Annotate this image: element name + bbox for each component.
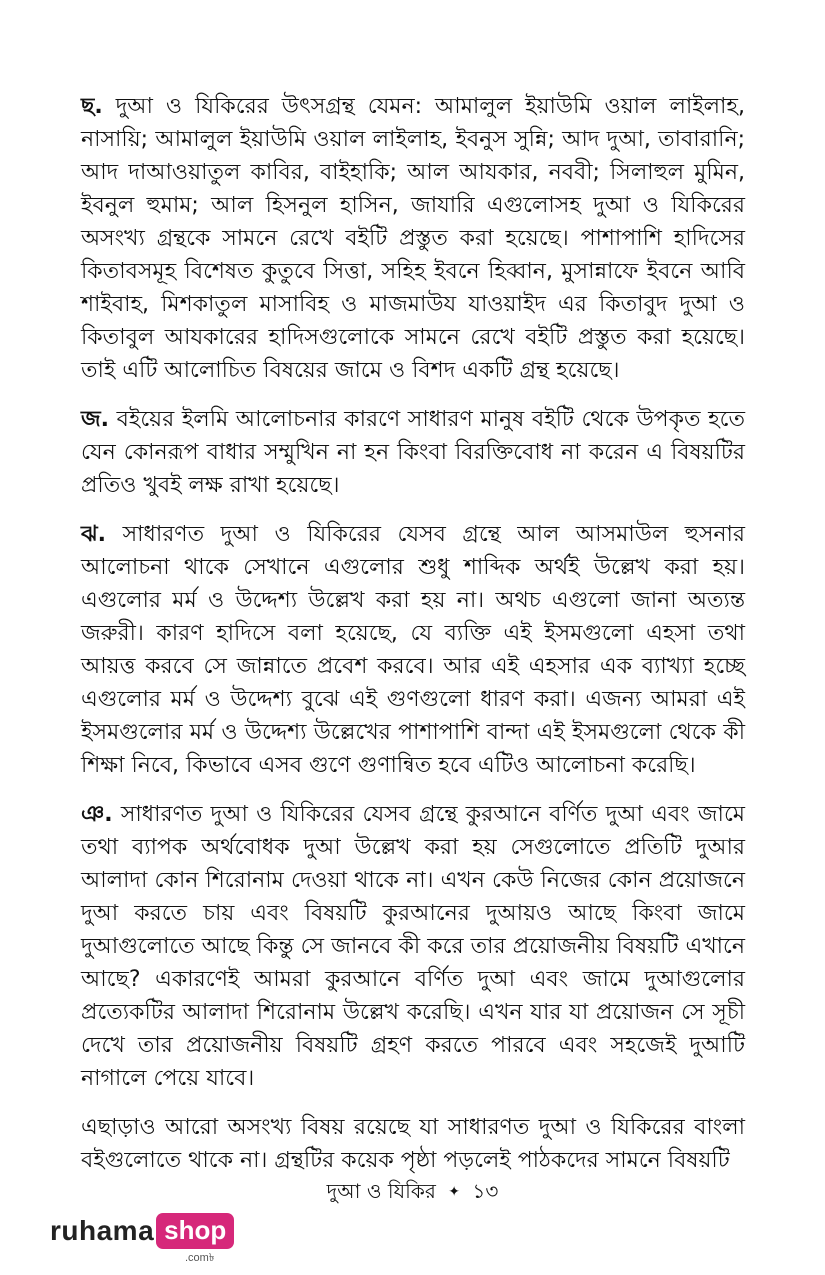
- paragraph-continuation: [81, 1111, 745, 1177]
- paragraph-nya: [81, 798, 745, 1095]
- watermark-text-right: shop: [156, 1213, 234, 1249]
- paragraph-marker: ঝ.: [81, 522, 107, 547]
- watermark-text-left: ruhama: [50, 1215, 155, 1246]
- watermark-logo: [50, 1213, 234, 1264]
- running-book-title: দুআ ও যিকির: [326, 1179, 436, 1203]
- page-body: [81, 90, 745, 1193]
- watermark-domain: .com৳: [185, 1252, 215, 1264]
- paragraph-text: সাধারণত দুআ ও যিকিরের যেসব গ্রন্থে কুরআনে বর্ণিত দুআ এবং জামে তথা ব্যাপক অর্থবোধক দুআ উল্লেখ করা হয় সেগুলোতে প্রতিটি দুআর আলাদা কোন শিরোনাম দেওয়া থাকে না। এখন কেউ নিজের কোন প্রয়োজনে দুআ করতে চায় এবং বিষয়টি কুরআনের দুআয়ও আছে কিংবা জামে দুআগুলোতে আছে কিন্তু সে জানবে কী করে তার প্রয়োজনীয় বিষয়টি এখানে আছে? একারণেই আমরা কুরআনে বর্ণিত দুআ এবং জামে দুআগুলোর প্রত্যেকটির আলাদা শিরোনাম উল্লেখ করেছি। এখন যার যা প্রয়োজন সে সূচী দেখে তার প্রয়োজনীয় বিষয়টি গ্রহণ করতে পারবে এবং সহজেই দুআটি নাগালে পেয়ে যাবে।: [81, 802, 745, 1091]
- footer-separator-icon: ✦: [448, 1184, 460, 1200]
- paragraph-ja: [81, 403, 745, 502]
- paragraph-marker: ছ.: [81, 94, 103, 119]
- page-number: ১৩: [472, 1179, 499, 1203]
- paragraph-marker: ঞ.: [81, 802, 113, 827]
- paragraph-text: এছাড়াও আরো অসংখ্য বিষয় রয়েছে যা সাধারণত দুআ ও যিকিরের বাংলা বইগুলোতে থাকে না। গ্রন্থটির কয়েক পৃষ্ঠা পড়লেই পাঠকদের সামনে বিষয়টি: [81, 1115, 745, 1173]
- paragraph-text: সাধারণত দুআ ও যিকিরের যেসব গ্রন্থে আল আসমাউল হুসনার আলোচনা থাকে সেখানে এগুলোর শুধু শাব্দিক অর্থই উল্লেখ করা হয়। এগুলোর মর্ম ও উদ্দেশ্য উল্লেখ করা হয় না। অথচ এগুলো জানা অত্যন্ত জরুরী। কারণ হাদিসে বলা হয়েছে, যে ব্যক্তি এই ইসমগুলো এহসা তথা আয়ত্ত করবে সে জান্নাতে প্রবেশ করবে। আর এই এহসার এক ব্যাখ্যা হচ্ছে এগুলোর মর্ম ও উদ্দেশ্য বুঝে এই গুণগুলো ধারণ করা। এজন্য আমরা এই ইসমগুলোর মর্ম ও উদ্দেশ্য উল্লেখের পাশাপাশি বান্দা এই ইসমগুলো থেকে কী শিক্ষা নিবে, কিভাবে এসব গুণে গুণান্বিত হবে এটিও আলোচনা করেছি।: [81, 522, 745, 778]
- paragraph-marker: জ.: [81, 407, 110, 432]
- paragraph-jha: [81, 518, 745, 782]
- paragraph-text: দুআ ও যিকিরের উৎসগ্রন্থ যেমন: আমালুল ইয়াউমি ওয়াল লাইলাহ, নাসায়ি; আমালুল ইয়াউমি ওয়াল লাইলাহ, ইবনুস সুন্নি; আদ দুআ, তাবারানি; আদ দাআওয়াতুল কাবির, বাইহাকি; আল আযকার, নববী; সিলাহুল মুমিন, ইবনুল হুমাম; আল হিসনুল হাসিন, জাযারি এগুলোসহ দুআ ও যিকিরের অসংখ্য গ্রন্থকে সামনে রেখে বইটি প্রস্তুত করা হয়েছে। পাশাপাশি হাদিসের কিতাবসমূহ বিশেষত কুতুবে সিত্তা, সহিহ ইবনে হিব্বান, মুসান্নাফে ইবনে আবি শাইবাহ, মিশকাতুল মাসাবিহ ও মাজমাউয যাওয়াইদ এর কিতাবুদ দুআ ও কিতাবুল আযকারের হাদিসগুলোকে সামনে রেখে বইটি প্রস্তুত করা হয়েছে। তাই এটি আলোচিত বিষয়ের জামে ও বিশদ একটি গ্রন্থ হয়েছে।: [81, 94, 745, 383]
- page-footer: [0, 1178, 825, 1207]
- paragraph-cha: [81, 90, 745, 387]
- paragraph-text: বইয়ের ইলমি আলোচনার কারণে সাধারণ মানুষ বইটি থেকে উপকৃত হতে যেন কোনরূপ বাধার সম্মুখিন না হন কিংবা বিরক্তিবোধ না করেন এ বিষয়টির প্রতিও খুবই লক্ষ রাখা হয়েছে।: [81, 407, 745, 498]
